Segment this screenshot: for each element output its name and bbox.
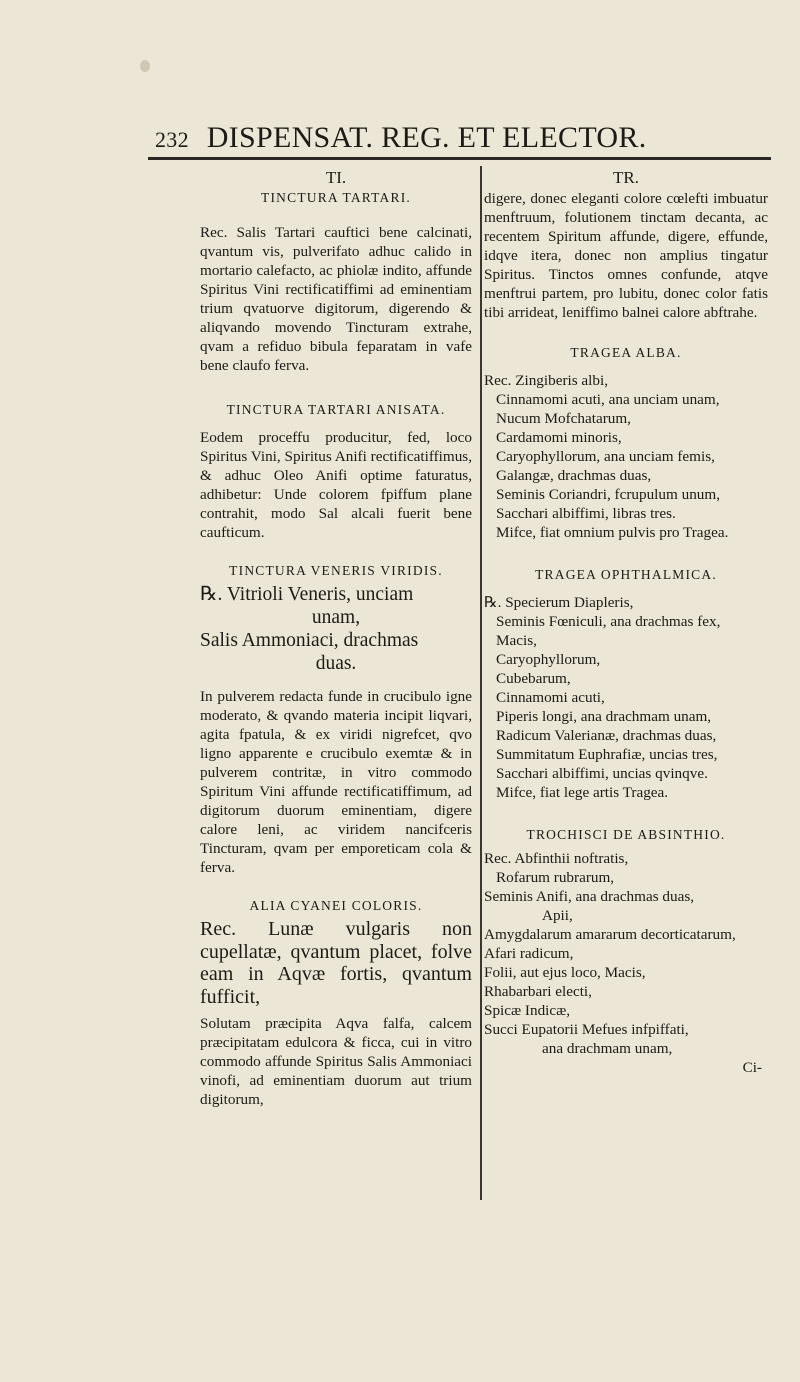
list-item: Galangæ, drachmas duas,	[496, 467, 652, 484]
ingredient-ammoniaci: Salis Ammoniaci, drachmas	[200, 630, 419, 651]
list-item: Caryophyllorum,	[496, 651, 601, 668]
ingredient-vitrioli-qty: unam,	[311, 607, 361, 628]
list-item: Afari radicum,	[484, 945, 574, 962]
recipe-alia-cyanei: Solutam præcipita Aqva falfa, calcem præcipitatam edulcora & ficca, cui in vitro commodo affunde Spiritus Salis Ammoniaci vinofi, ad eminentiam duorum aut trium digitorum,	[200, 1015, 472, 1108]
spacer	[484, 361, 768, 371]
list-item: Mifce, fiat omnium pulvis pro Tragea.	[496, 524, 729, 541]
spacer	[484, 802, 768, 826]
list-item: Nucum Mofchatarum,	[496, 410, 631, 427]
tragea-ophthalmica-list	[484, 593, 768, 802]
heading-tinctura-anisata: TINCTURA TARTARI ANISATA.	[226, 402, 446, 417]
list-item: Rec. Abfinthii noftratis,	[484, 850, 629, 867]
recipe-tinctura-veneris: In pulverem redacta funde in crucibulo igne moderato, & qvando materia incipit liqvari, agita fpatula, & ex viridi nigrefcet, qvo ligno apparente e crucibulo exemtæ & in pulverem contritæ, in vitro commodo Spiritum Vini affunde rectificatiffimum, ad digitorum duorum eminentiam, digere calore leni, ac viridem nancifceris Tincturam, qvam per emporeticam cola & ferva.	[200, 688, 472, 876]
list-item: Macis,	[496, 632, 537, 649]
heading-tinctura-tartari: TINCTURA TARTARI.	[261, 190, 411, 205]
spacer	[484, 542, 768, 566]
list-item: Piperis longi, ana drachmam unam,	[496, 708, 712, 725]
heading-tragea-alba: TRAGEA ALBA.	[570, 345, 682, 360]
list-item: Sacchari albiffimi, uncias qvinqve.	[496, 765, 708, 782]
list-item: Spicæ Indicæ,	[484, 1002, 571, 1019]
list-item: Seminis Anifi, ana drachmas duas,	[484, 888, 695, 905]
spacer	[200, 206, 472, 223]
list-item: Cinnamomi acuti, ana unciam unam,	[496, 391, 720, 408]
heading-tragea-ophthalmica: TRAGEA OPHTHALMICA.	[535, 567, 717, 582]
list-item: Rhabarbari electi,	[484, 983, 592, 1000]
paper-stain	[140, 60, 150, 72]
list-item: Rec. Zingiberis albi,	[484, 372, 608, 389]
header-rule	[148, 157, 771, 160]
recipe-tinctura-tartari: Rec. Salis Tartari cauftici bene calcinati, qvantum vis, pulverifato adhuc calido in mortario calefacto, ac phiolæ indito, affunde Spiritus Vini rectificatiffimi ad eminentiam trium qvatuorve digitorum, digerendo & aliqvando movendo Tincturam extrahe, qvam a refiduo bibula feparatam in vafe bene claufo ferva.	[200, 224, 472, 374]
spacer	[200, 375, 472, 401]
right-column	[484, 168, 768, 1077]
heading-tinctura-veneris: TINCTURA VENERIS VIRIDIS.	[229, 563, 443, 578]
ingredient-ammoniaci-qty: duas.	[315, 653, 357, 674]
spacer	[200, 542, 472, 562]
trochisci-list	[484, 849, 768, 1058]
continuation-text: digere, donec eleganti colore cœlefti imbuatur menftruum, folutionem tinctam decanta, ac recentem Spiritum affunde, digere, effunde, idqve itera, donec non amplius tingatur Spiritus. Tinctos omnes confunde, atqve menftrui partem, pro lubitu, donec color fatis tibi arrideat, leniffimo balnei calore abftrahe.	[484, 190, 768, 321]
list-item: Seminis Fœniculi, ana drachmas fex,	[496, 613, 721, 630]
running-title: DISPENSAT. REG. ET ELECTOR.	[206, 121, 647, 154]
list-item: Rofarum rubrarum,	[496, 869, 615, 886]
list-item: ℞. Specierum Diapleris,	[484, 594, 634, 611]
spacer	[484, 322, 768, 344]
spacer	[200, 418, 472, 428]
ingredient-vitrioli: ℞. Vitrioli Veneris, unciam	[200, 584, 414, 605]
page-number: 232	[155, 127, 189, 152]
spacer	[200, 877, 472, 897]
left-column-head: TI.	[325, 168, 347, 187]
list-item: Cubebarum,	[496, 670, 571, 687]
list-item: Amygdalarum amararum decorticatarum,	[484, 926, 736, 943]
list-item: Seminis Coriandri, fcrupulum unum,	[496, 486, 720, 503]
list-item: Sacchari albiffimi, libras tres.	[496, 505, 676, 522]
list-item: ana drachmam unam,	[542, 1040, 673, 1057]
list-item: Mifce, fiat lege artis Tragea.	[496, 784, 669, 801]
page-header	[155, 121, 775, 155]
list-item: Folii, aut ejus loco, Macis,	[484, 964, 646, 981]
list-item: Cinnamomi acuti,	[496, 689, 605, 706]
left-column	[200, 168, 472, 1109]
list-item: Radicum Valerianæ, drachmas duas,	[496, 727, 717, 744]
right-column-head: TR.	[613, 168, 639, 187]
list-item: Caryophyllorum, ana unciam femis,	[496, 448, 715, 465]
heading-trochisci: TROCHISCI DE ABSINTHIO.	[526, 827, 726, 842]
list-item: Apii,	[542, 907, 573, 924]
column-divider	[480, 166, 482, 1200]
list-item: Summitatum Euphrafiæ, uncias tres,	[496, 746, 718, 763]
tragea-alba-list	[484, 371, 768, 542]
list-item: Cardamomi minoris,	[496, 429, 622, 446]
heading-alia-cyanei: ALIA CYANEI COLORIS.	[249, 898, 423, 913]
list-item: Succi Eupatorii Mefues infpiffati,	[484, 1021, 689, 1038]
spacer	[200, 675, 472, 687]
recipe-alia-cyanei-large: Rec. Lunæ vulgaris non cupellatæ, qvantum placet, folve eam in Aqvæ fortis, qvantum fufficit,	[200, 918, 472, 1008]
catchword: Ci-	[742, 1059, 762, 1076]
spacer	[484, 583, 768, 593]
recipe-tinctura-anisata: Eodem proceffu producitur, fed, loco Spiritus Vini, Spiritus Anifi rectificatiffimus, & adhuc Oleo Anifi optime faturatus, adhibetur: Unde colorem fpiffum plane contrahit, modo Sal alcali fuerit bene caufticum.	[200, 429, 472, 541]
